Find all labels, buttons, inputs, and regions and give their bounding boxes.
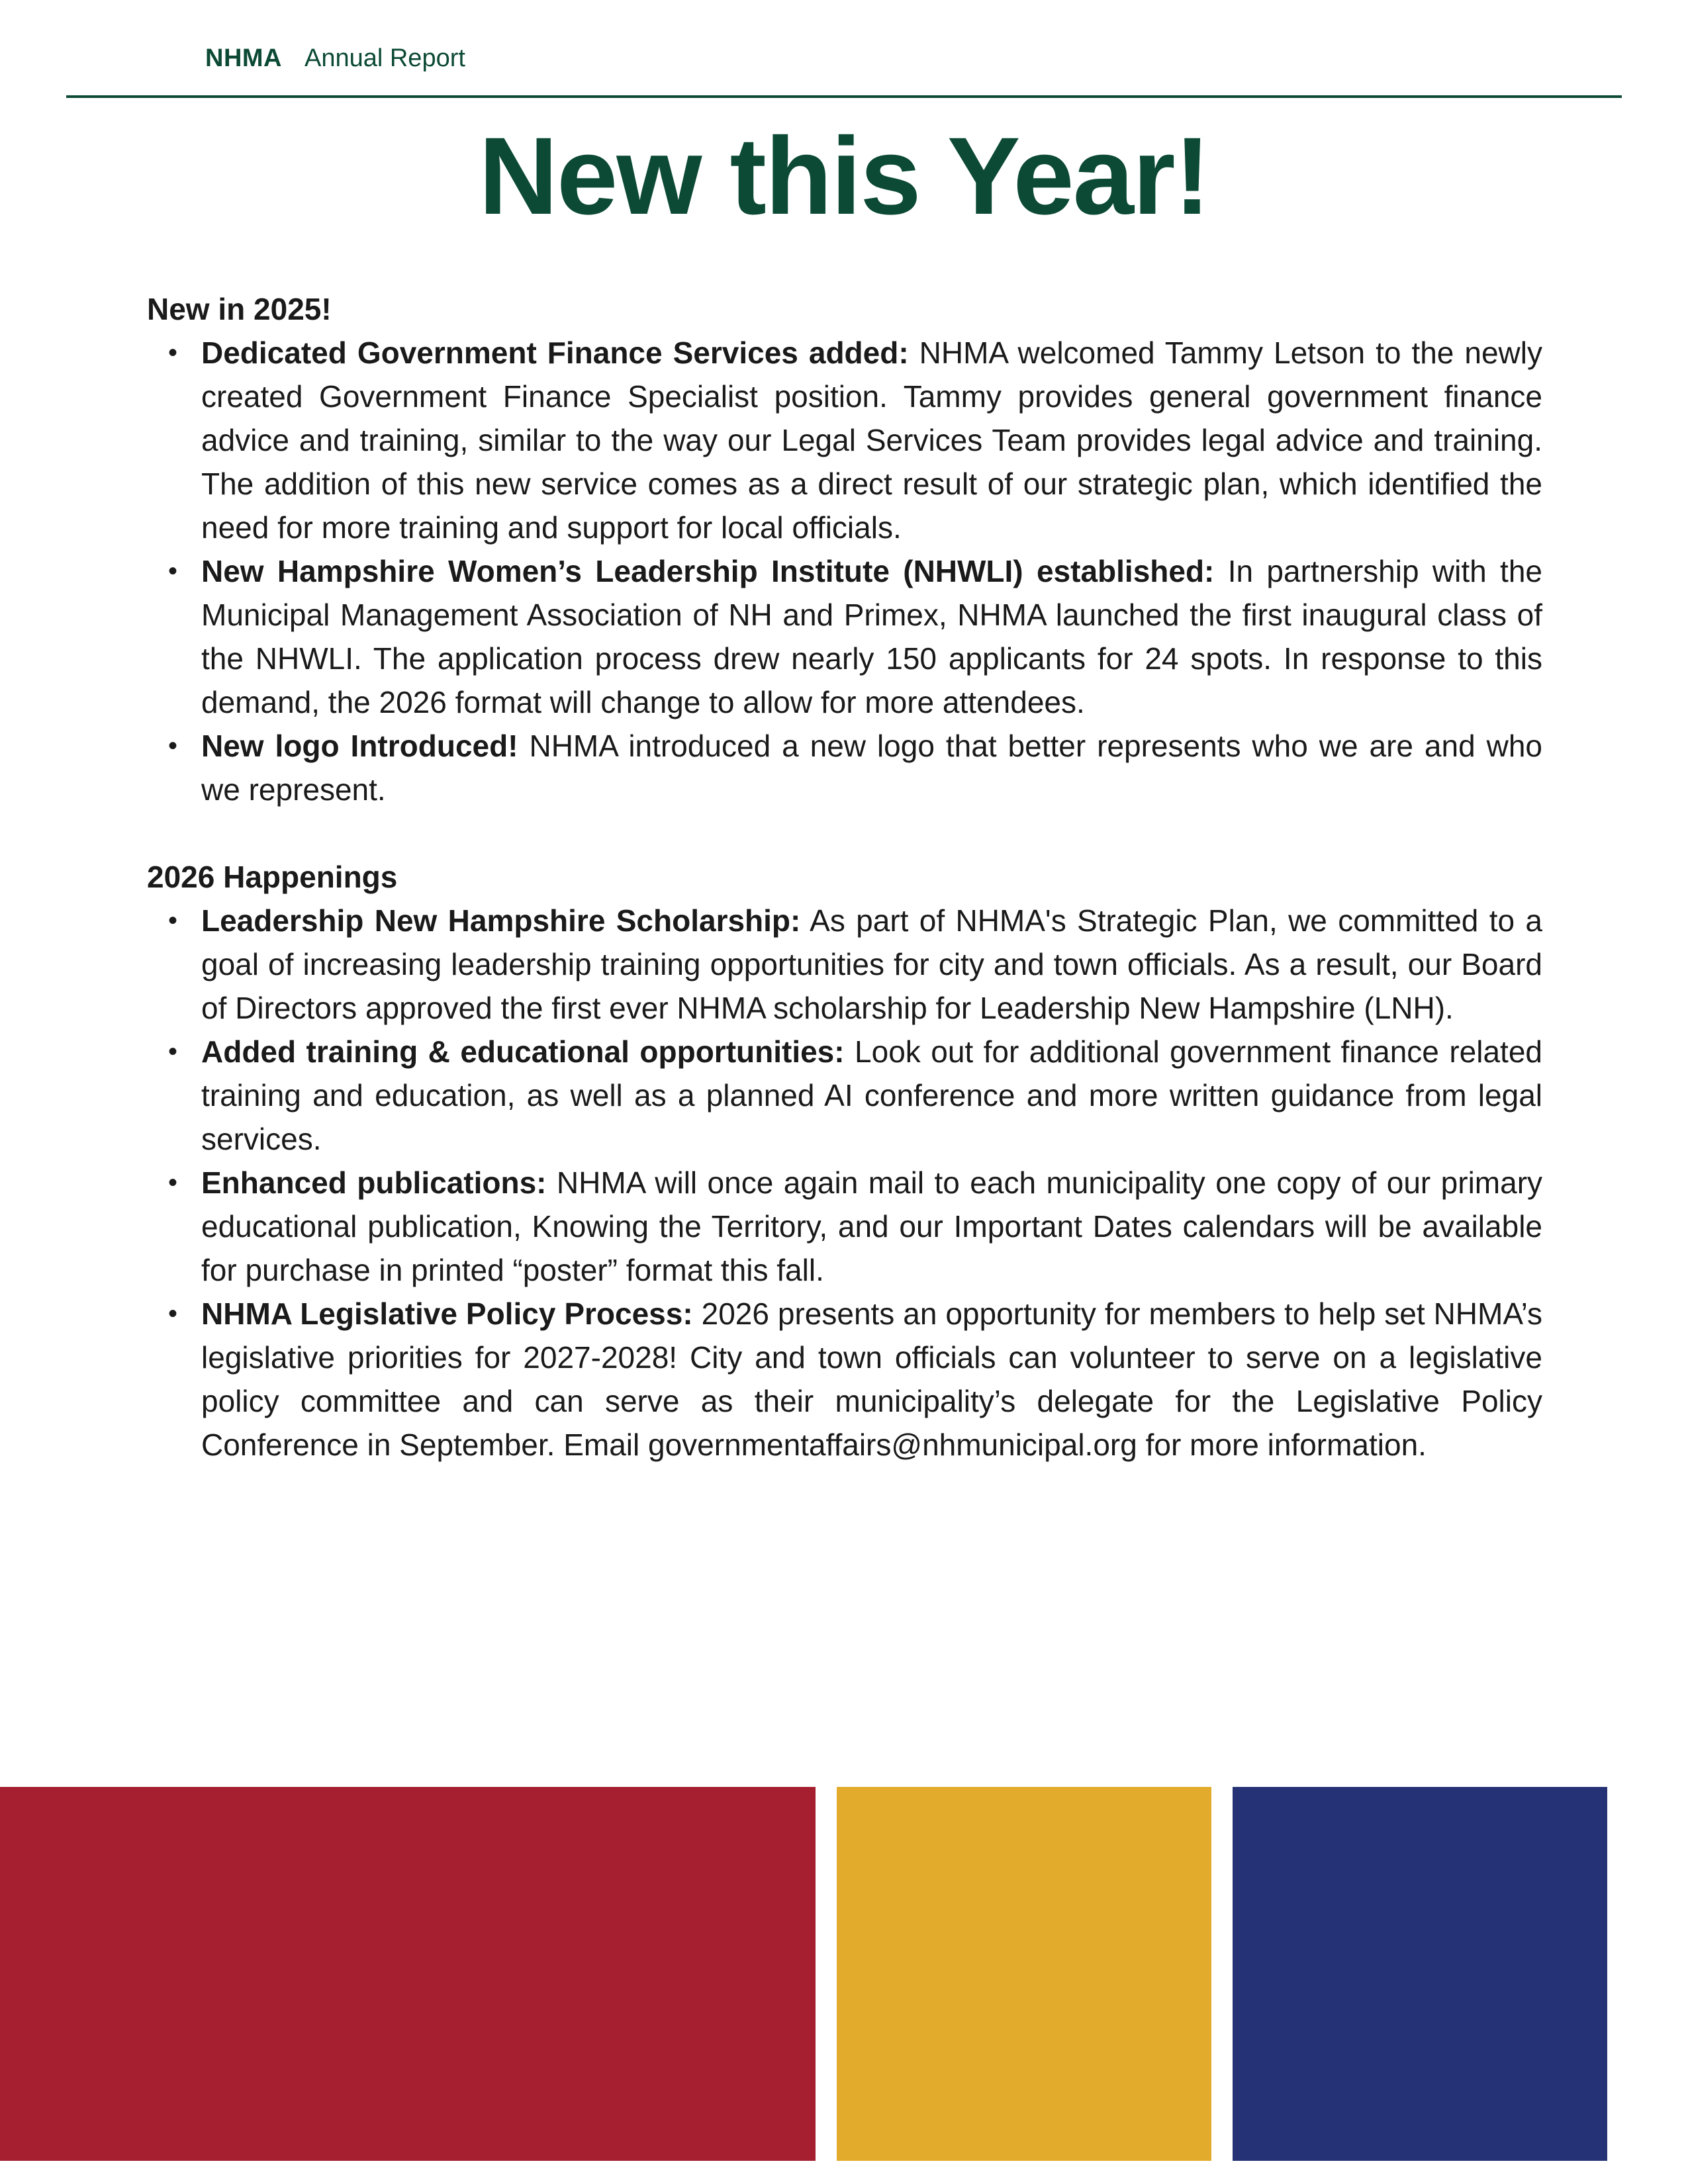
item-text: NHMA introduced a new logo that better represents who we are and who we represent. [201, 729, 1542, 807]
section-heading: New in 2025! [147, 292, 332, 326]
item-title: New Hampshire Women’s Leadership Institute (NHWLI) established: [201, 554, 1215, 588]
item-title: Dedicated Government Finance Services added: [201, 336, 909, 370]
item-title: Leadership New Hampshire Scholarship: [201, 903, 801, 938]
item-text: In partnership with the Municipal Management Association of NH and Primex, NHMA launched the first inaugural class of the NHWLI. The application process drew nearly 150 applicants for 24 spots. In response to this demand, the 2026 format will change to allow for more attendees. [201, 554, 1542, 719]
bullet-icon: • [168, 731, 178, 760]
item-text: NHMA will once again mail to each municipality one copy of our primary educational publication, Knowing the Territory, and our Important Dates calendars will be available for purchase in printed “poster” format this fall. [201, 1165, 1543, 1287]
list-item [147, 724, 1542, 811]
bullet-icon: • [168, 1168, 178, 1197]
list-item [147, 899, 1542, 1030]
color-block-yellow [837, 1787, 1211, 2161]
bullet-icon: • [168, 557, 178, 586]
page-header [205, 38, 465, 78]
item-title: Added training & educational opportunities: [201, 1034, 845, 1069]
list-item [147, 1030, 1542, 1161]
bullet-icon: • [168, 1299, 178, 1328]
item-text: Look out for additional government finance related training and education, as well as a planned AI conference and more written guidance from legal services. [201, 1034, 1542, 1156]
bullet-icon: • [168, 906, 178, 935]
list-item [147, 1161, 1542, 1292]
bullet-icon: • [168, 338, 178, 367]
item-title: Enhanced publications: [201, 1165, 547, 1200]
bullet-list [147, 331, 1542, 811]
list-item [147, 331, 1542, 549]
header-org: NHMA [205, 44, 282, 72]
item-text: 2026 presents an opportunity for members to help set NHMA’s legislative priorities for 2027-2028! City and town officials can volunteer to serve on a legislative policy committee and can serve as their municipality’s delegate for the Legislative Policy Conference in September. Email governmentaffairs@nhmunicipal.org for more information. [201, 1297, 1542, 1462]
item-text: As part of NHMA's Strategic Plan, we committed to a goal of increasing leadership training opportunities for city and town officials. As a result, our Board of Directors approved the first ever NHMA scholarship for Leadership New Hampshire (LNH). [201, 903, 1542, 1025]
item-title: NHMA Legislative Policy Process: [201, 1297, 693, 1331]
color-block-red [0, 1787, 816, 2161]
color-block-blue [1233, 1787, 1607, 2161]
item-title: New logo Introduced! [201, 729, 518, 763]
section-2026-happenings [147, 855, 1542, 1467]
section-heading: 2026 Happenings [147, 860, 398, 894]
header-report-label: Annual Report [304, 44, 465, 72]
bullet-list [147, 899, 1542, 1467]
bullet-icon: • [168, 1037, 178, 1066]
section-new-in-2025 [147, 287, 1542, 811]
list-item [147, 1292, 1542, 1467]
header-divider [66, 95, 1622, 98]
item-text: NHMA welcomed Tammy Letson to the newly created Government Finance Specialist position. Tammy provides general government finance advice and training, similar to the way our Legal Services Team provides legal advice and training. The addition of this new service comes as a direct result of our strategic plan, which identified the need for more training and support for local officials. [201, 336, 1542, 545]
content [147, 287, 1542, 1467]
list-item [147, 549, 1542, 724]
page-title: New this Year! [479, 115, 1209, 238]
